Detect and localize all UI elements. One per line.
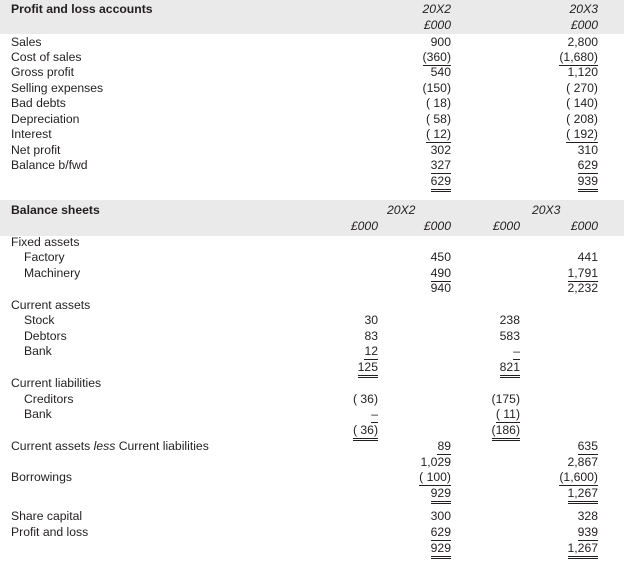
row-label: Cost of sales: [11, 50, 82, 64]
net-current-assets-label: Current assets less Current liabilities: [11, 439, 209, 453]
value-20x3: ( 11): [495, 407, 520, 421]
net-assets-20x3: 1,267: [568, 486, 599, 504]
pl-row: [0, 35, 624, 50]
pl-row: [0, 81, 624, 96]
subtotal-20x2: 1,029: [420, 455, 451, 469]
pl-total-row: [0, 174, 624, 189]
value-20x3: 441: [577, 250, 598, 264]
row-label: Interest: [11, 127, 52, 141]
value-20x3: 635: [577, 439, 598, 453]
bs-row: [0, 329, 624, 344]
net-assets-20x2: 929: [431, 486, 451, 504]
bs-row: [0, 313, 624, 328]
pl-year-a: 20X2: [422, 2, 451, 16]
value-20x2: 12: [364, 344, 378, 358]
value-20x3: ( 270): [566, 81, 598, 95]
value-20x3: (1,600): [559, 470, 598, 484]
row-label: Depreciation: [11, 112, 80, 126]
bs-row: [0, 266, 624, 281]
bs-year-a: 20X2: [387, 203, 416, 217]
current-assets-heading: Current assets: [11, 298, 91, 312]
value-20x3: (175): [491, 392, 520, 406]
row-label: Gross profit: [11, 65, 74, 79]
bs-unit: £000: [492, 219, 520, 233]
row-label: Balance b/fwd: [11, 158, 88, 172]
value-20x3: 2,800: [567, 35, 598, 49]
pl-row: [0, 143, 624, 158]
value-20x2: 540: [430, 65, 451, 79]
pl-total-20x3: 939: [578, 174, 598, 192]
subtotal-20x3: 2,867: [567, 455, 598, 469]
value-20x2: 83: [364, 329, 378, 343]
row-label: Machinery: [24, 266, 81, 280]
bs-header-row: [0, 203, 624, 218]
value-20x3: ( 208): [566, 112, 598, 126]
value-20x2: ( 100): [419, 470, 451, 484]
row-label: Net profit: [11, 143, 61, 157]
value-20x3: ( 140): [566, 96, 598, 110]
bs-subtotal-row: [0, 423, 624, 438]
pl-unit-a: £000: [423, 18, 451, 32]
pl-year-b: 20X3: [569, 2, 598, 16]
pl-unit-b: £000: [570, 18, 598, 32]
current-liabilities-heading: Current liabilities: [11, 376, 102, 390]
row-label: Debtors: [24, 329, 67, 343]
value-20x2: 30: [364, 313, 378, 327]
value-20x2: ( 58): [425, 112, 451, 126]
fixed-assets-total-20x2: 940: [430, 281, 451, 295]
value-20x2: 300: [430, 509, 451, 523]
value-20x2: ( 36): [352, 392, 378, 406]
pl-row: [0, 112, 624, 127]
profit-loss-row: [0, 525, 624, 540]
value-20x2: 629: [430, 525, 451, 539]
value-20x2: 900: [430, 35, 451, 49]
value-20x3: 310: [577, 143, 598, 157]
value-20x3: 939: [577, 525, 598, 539]
value-20x2: (360): [422, 50, 451, 64]
row-label: Stock: [24, 313, 55, 327]
current-liabilities-total-20x2: ( 36): [353, 423, 378, 441]
bs-year-b: 20X3: [532, 203, 561, 217]
bs-row: [0, 250, 624, 265]
bs-row: [0, 392, 624, 407]
pl-row: [0, 65, 624, 80]
value-20x3: 238: [499, 313, 520, 327]
share-capital-row: [0, 509, 624, 524]
bs-subtotal-row: [0, 281, 624, 296]
pl-row: [0, 127, 624, 142]
value-20x2: (150): [422, 81, 451, 95]
row-label: Factory: [24, 250, 65, 264]
bs-unit-row: [0, 219, 624, 234]
capital-total-20x2: 929: [431, 541, 451, 559]
current-liabilities-total-20x3: (186): [492, 423, 520, 441]
borrowings-row: [0, 470, 624, 485]
fixed-assets-heading: Fixed assets: [11, 235, 80, 249]
pl-unit-row: [0, 18, 624, 33]
bs-row: [0, 344, 624, 359]
bs-title: Balance sheets: [11, 203, 100, 217]
pl-total-20x2: 629: [431, 174, 451, 192]
value-20x2: 450: [430, 250, 451, 264]
value-20x2: –: [371, 407, 378, 421]
value-20x2: 89: [437, 439, 451, 453]
row-label: Selling expenses: [11, 81, 104, 95]
row-label: Creditors: [24, 392, 74, 406]
pl-title: Profit and loss accounts: [11, 2, 153, 16]
value-20x2: 302: [430, 143, 451, 157]
value-20x2: ( 18): [425, 96, 451, 110]
bs-subtotal-row: [0, 360, 624, 375]
fixed-assets-total-20x3: 2,232: [567, 281, 598, 295]
pl-row: [0, 50, 624, 65]
row-label: Bad debts: [11, 96, 66, 110]
value-20x2: 327: [430, 158, 451, 172]
value-20x3: 629: [577, 158, 598, 172]
bs-unit: £000: [423, 219, 451, 233]
bs-row: [0, 407, 624, 422]
value-20x3: (1,680): [559, 50, 598, 64]
bs-unit: £000: [570, 219, 598, 233]
value-20x3: 1,791: [567, 266, 598, 280]
net-assets-row: [0, 486, 624, 501]
value-20x3: –: [513, 344, 520, 358]
net-current-assets-row: [0, 439, 624, 454]
profit-loss-label: Profit and loss: [11, 525, 89, 539]
row-label: Bank: [24, 344, 52, 358]
row-label: Sales: [11, 35, 42, 49]
value-20x3: 583: [499, 329, 520, 343]
bs-unit: £000: [350, 219, 378, 233]
section-heading: [0, 235, 624, 250]
section-heading: [0, 298, 624, 313]
current-assets-total-20x3: 821: [500, 360, 520, 378]
section-heading: [0, 376, 624, 391]
bs-subtotal-row: [0, 455, 624, 470]
share-capital-label: Share capital: [11, 509, 83, 523]
value-20x3: ( 192): [566, 127, 598, 141]
pl-row: [0, 96, 624, 111]
value-20x3: 328: [577, 509, 598, 523]
capital-total-20x3: 1,267: [568, 541, 599, 559]
borrowings-label: Borrowings: [11, 470, 72, 484]
value-20x2: ( 12): [425, 127, 451, 141]
value-20x3: 1,120: [567, 65, 598, 79]
pl-header-row: [0, 2, 624, 17]
current-assets-total-20x2: 125: [358, 360, 378, 378]
capital-total-row: [0, 541, 624, 556]
pl-row: [0, 158, 624, 173]
row-label: Bank: [24, 407, 52, 421]
value-20x2: 490: [430, 266, 451, 280]
